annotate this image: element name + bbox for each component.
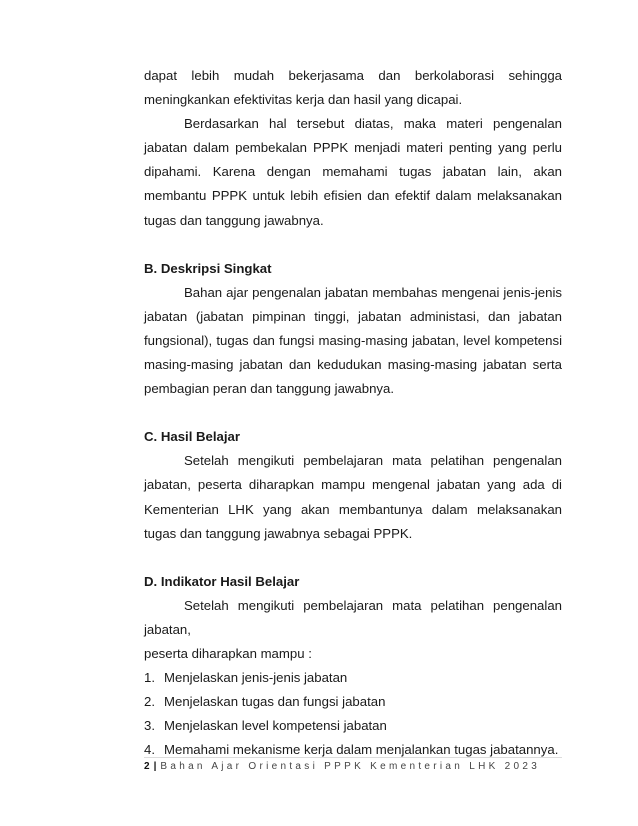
list-item-text: Menjelaskan level kompetensi jabatan [164,718,387,734]
list-item [144,690,562,714]
section-d-intro-line2: peserta diharapkan mampu : [144,645,312,661]
intro-paragraph-2: Berdasarkan hal tersebut diatas, maka materi pengenalan jabatan dalam pembekalan PPPK menjadi materi penting yang perlu dipahami. Karena dengan memahami tugas jabatan lain, akan membantu PPPK untuk lebih efisien dan efektif dalam melaksanakan tugas dan tanggung jawabnya. [144,116,562,228]
footer-title: Bahan Ajar Orientasi PPPK Kementerian LHK 2023 [160,761,541,772]
footer-separator: | [153,761,157,772]
section-d-intro-line1: Setelah mengikuti pembelajaran mata pelatihan pengenalan jabatan, [144,597,562,637]
spacer [144,546,562,570]
list-item-text: Menjelaskan tugas dan fungsi jabatan [164,694,386,710]
spacer [144,233,562,257]
list-item [144,738,562,762]
spacer [144,401,562,425]
list-item-number: 1. [144,670,155,686]
page-number: 2 [144,761,150,772]
section-b-body: Bahan ajar pengenalan jabatan membahas mengenai jenis-jenis jabatan (jabatan pimpinan tinggi, jabatan administasi, dan jabatan fungsional), tugas dan fungsi masing-masing jabatan, level kompetensi masing-masing jabatan dan kedudukan masing-masing jabatan serta pembagian peran dan tanggung jawabnya. [144,284,562,397]
list-item-text: Memahami mekanisme kerja dalam menjalankan tugas jabatannya. [164,742,559,758]
page-footer [144,761,540,772]
list-item-number: 3. [144,718,155,734]
section-d-heading: D. Indikator Hasil Belajar [144,573,300,589]
page-content [144,64,562,762]
intro-paragraph-continued: dapat lebih mudah bekerjasama dan berkolaborasi sehingga meningkankan efektivitas kerja dan hasil yang dicapai. [144,68,562,108]
list-item [144,666,562,690]
indicator-list [144,666,562,762]
list-item-number: 2. [144,694,155,710]
list-item [144,714,562,738]
section-c-body: Setelah mengikuti pembelajaran mata pelatihan pengenalan jabatan, peserta diharapkan mampu mengenal jabatan yang ada di Kementerian LHK yang akan membantunya dalam melaksanakan tugas dan tanggung jawabnya sebagai PPPK. [144,453,562,541]
footer-divider [144,757,562,758]
section-c-heading: C. Hasil Belajar [144,429,241,445]
section-b-heading: B. Deskripsi Singkat [144,260,272,276]
list-item-number: 4. [144,742,155,758]
list-item-text: Menjelaskan jenis-jenis jabatan [164,670,348,686]
